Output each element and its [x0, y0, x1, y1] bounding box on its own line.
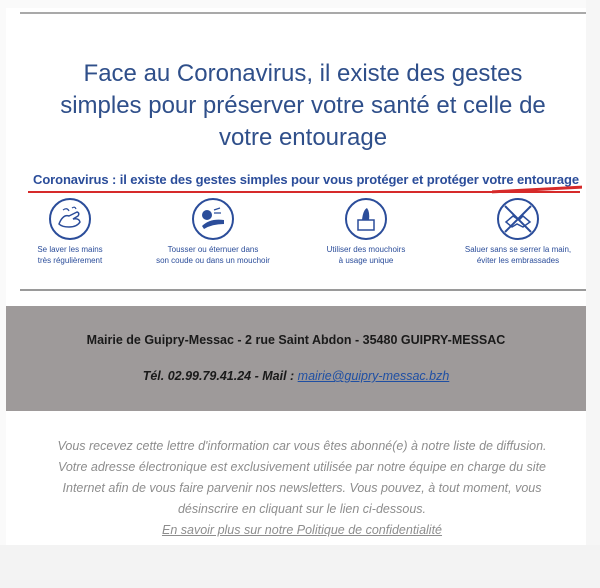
gesture-hand-washing [0, 196, 140, 266]
top-divider [20, 12, 586, 14]
footer-line-3: Internet afin de vous faire parvenir nos newsletters. Vous pouvez, à tout moment, vous [62, 481, 542, 495]
gesture-caption [143, 244, 283, 266]
mairie-address: Mairie de Guipry-Messac - 2 rue Saint Abdon - 35480 GUIPRY-MESSAC [86, 333, 506, 347]
gesture-caption [0, 244, 140, 266]
gesture-caption-line-2: éviter les embrassades [476, 256, 560, 265]
contact-band [6, 306, 586, 411]
contact-line [6, 369, 586, 383]
footer-notice [22, 436, 582, 541]
gesture-caption-line-1: Se laver les mains [37, 245, 103, 254]
footer-line-2: Votre adresse électronique est exclusivement utilisée par notre équipe en charge du site [57, 460, 547, 474]
gesture-tissue [296, 196, 436, 266]
gesture-caption-line-2: à usage unique [338, 256, 394, 265]
gesture-caption-line-1: Tousser ou éternuer dans [167, 245, 259, 254]
frame-left [0, 0, 6, 588]
headline-line-2: simples pour préserver votre santé et celle de [60, 92, 546, 119]
frame-right [586, 0, 600, 588]
headline [40, 58, 566, 154]
gesture-caption-line-2: très régulièrement [37, 256, 103, 265]
gesture-caption [448, 244, 588, 266]
gesture-cough-elbow [143, 196, 283, 266]
no-handshake-icon [495, 196, 541, 242]
privacy-policy-link[interactable]: En savoir plus sur notre Politique de confidentialité [161, 523, 443, 537]
gesture-caption [296, 244, 436, 266]
middle-divider [20, 289, 586, 291]
footer-line-4: désinscrire en cliquant sur le lien ci-dessous. [177, 502, 427, 516]
gesture-caption-line-1: Saluer sans se serrer la main, [464, 245, 572, 254]
frame-top [0, 0, 600, 8]
cough-in-elbow-icon [190, 196, 236, 242]
gesture-caption-line-2: son coude ou dans un mouchoir [156, 256, 270, 265]
hand-washing-icon [47, 196, 93, 242]
bottom-strip [0, 545, 600, 588]
email-link[interactable]: mairie@guipry-messac.bzh [297, 369, 450, 383]
footer-line-1: Vous recevez cette lettre d'information car vous êtes abonné(e) à notre liste de diffusion. [57, 439, 547, 453]
headline-line-1: Face au Coronavirus, il existe des gestes [83, 60, 523, 87]
banner-title: Coronavirus : il existe des gestes simples pour vous protéger et protéger votre entourage [33, 172, 579, 187]
phone-label: Tél. 02.99.79.41.24 - Mail : [142, 369, 298, 383]
banner-red-line [28, 191, 580, 193]
headline-line-3: votre entourage [218, 124, 388, 151]
tissue-icon [343, 196, 389, 242]
gesture-caption-line-1: Utiliser des mouchoirs [326, 245, 406, 254]
gesture-no-handshake [448, 196, 588, 266]
